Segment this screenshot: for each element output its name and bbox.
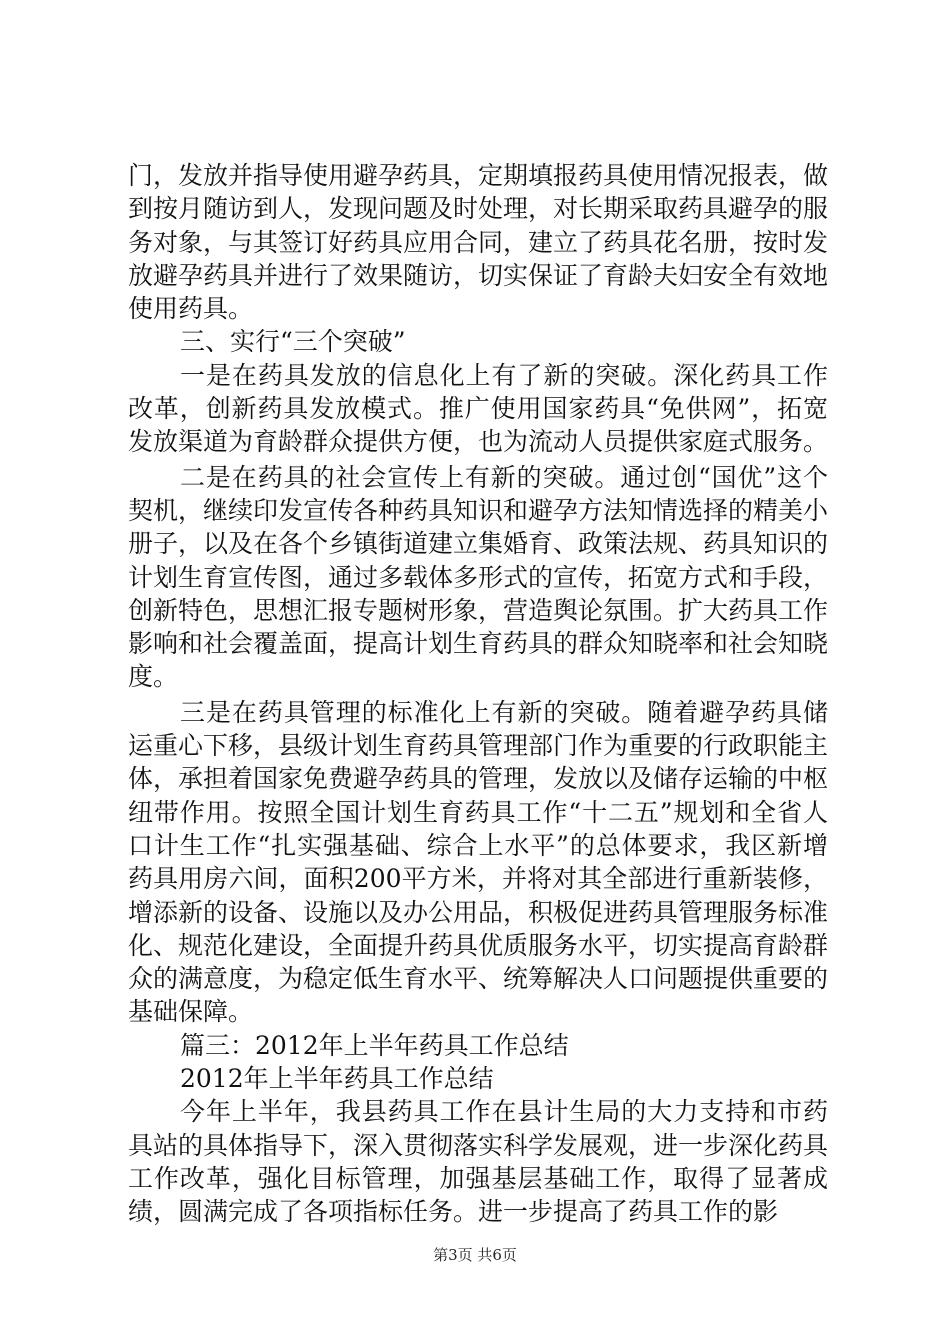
paragraph-breakthrough-one: 一是在药具发放的信息化上有了新的突破。深化药具工作改革，创新药具发放模式。推广使用国家药具“免供网”，拓宽发放渠道为育龄群众提供方便，也为流动人员提供家庭式服务。	[128, 360, 829, 457]
paragraph-summary-intro: 今年上半年，我县药具工作在县计生局的大力支持和市药具站的具体指导下，深入贯彻落实科学发展观，进一步深化药具工作改革，强化目标管理，加强基层基础工作，取得了显著成绩，圆满完成了各项指标任务。进一步提高了药具工作的影	[128, 1097, 829, 1227]
document-body	[128, 159, 828, 1229]
article-subtitle: 2012年上半年药具工作总结	[180, 1064, 494, 1094]
section-heading-three-breakthroughs: 三、实行“三个突破”	[180, 327, 406, 357]
paragraph-breakthrough-two: 二是在药具的社会宣传上有新的突破。通过创“国优”这个契机，继续印发宣传各种药具知识和避孕方法知情选择的精美小册子，以及在各个乡镇街道建立集婚育、政策法规、药具知识的计划生育宣传图，通过多载体多形式的宣传，拓宽方式和手段，创新特色，思想汇报专题树形象，营造舆论氛围。扩大药具工作影响和社会覆盖面，提高计划生育药具的群众知晓率和社会知晓度。	[128, 462, 829, 692]
paragraph-breakthrough-three: 三是在药具管理的标准化上有新的突破。随着避孕药具储运重心下移，县级计划生育药具管理部门作为重要的行政职能主体，承担着国家免费避孕药具的管理，发放以及储存运输的中枢纽带作用。按照全国计划生育药具工作“十二五”规划和全省人口计生工作“扎实强基础、综合上水平”的总体要求，我区新增药具用房六间，面积200平方米，并将对其全部进行重新装修，增添新的设备、设施以及办公用品，积极促进药具管理服务标准化、规范化建设，全面提升药具优质服务水平，切实提高育龄群众的满意度，为稳定低生育水平、统筹解决人口问题提供重要的基础保障。	[128, 697, 829, 1027]
article-title-part-three: 篇三：2012年上半年药具工作总结	[180, 1030, 569, 1060]
page-number-footer: 第3页 共6页	[433, 1246, 517, 1264]
paragraph-continuation: 门，发放并指导使用避孕药具，定期填报药具使用情况报表，做到按月随访到人，发现问题及时处理，对长期采取药具避孕的服务对象，与其签订好药具应用合同，建立了药具花名册，按时发放避孕药具并进行了效果随访，切实保证了育龄夫妇安全有效地使用药具。	[128, 161, 829, 324]
